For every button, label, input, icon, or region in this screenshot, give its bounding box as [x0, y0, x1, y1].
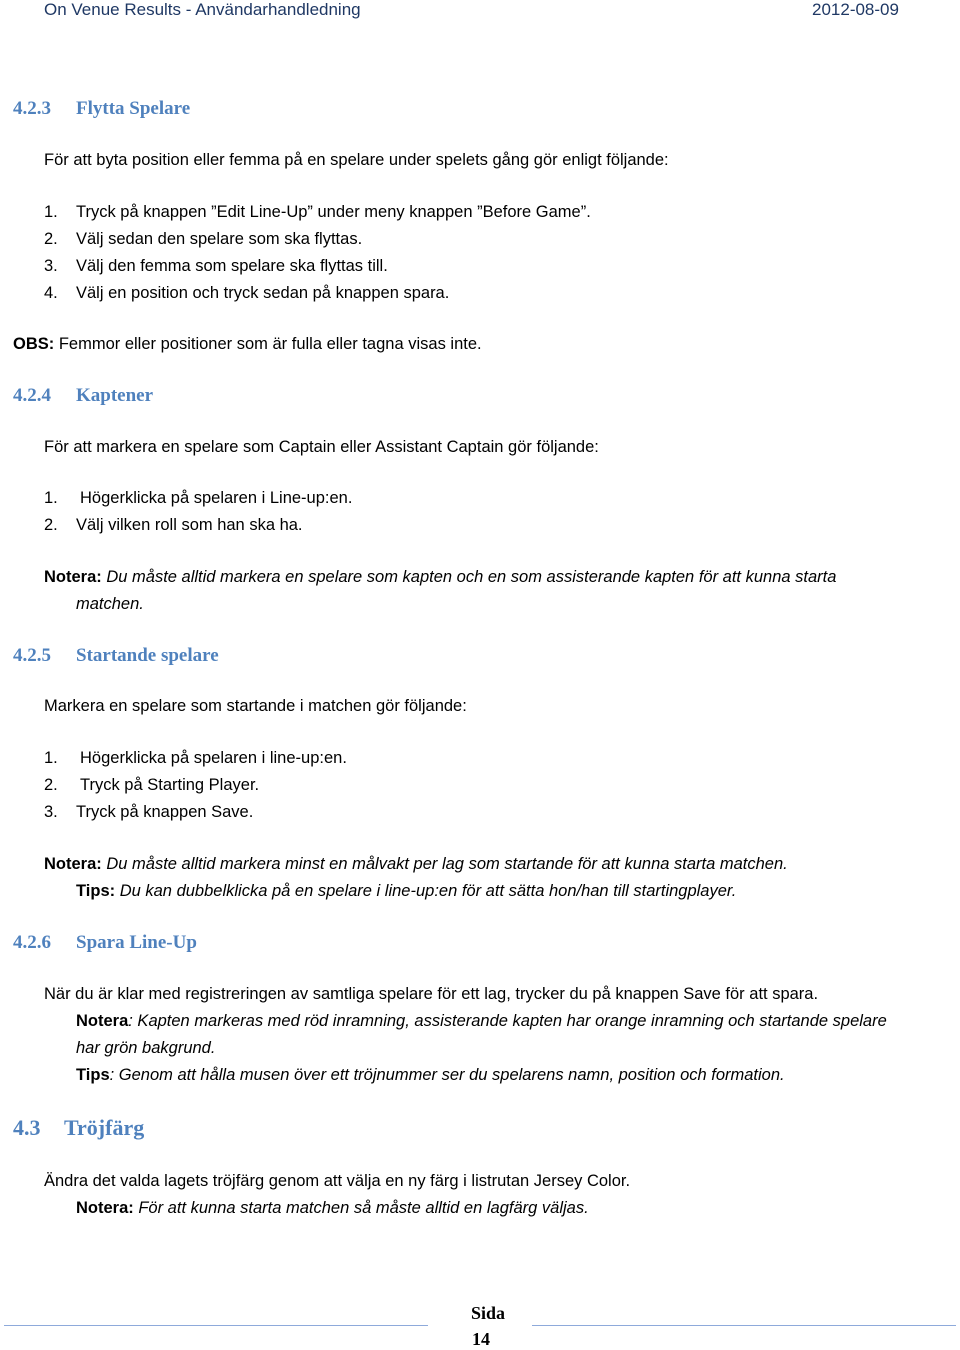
note-label: Notera:: [76, 1199, 134, 1217]
tips-text: Du kan dubbelklicka på en spelare i line-up:en för att sätta hon/han till startingplayer.: [115, 882, 737, 900]
list-item: Välj den femma som spelare ska flyttas till.: [76, 257, 388, 275]
note-text: Du måste alltid markera minst en målvakt per lag som startande för att kunna starta matchen.: [101, 855, 788, 873]
list-item-number: 1.: [44, 203, 58, 221]
tips-426: [76, 1065, 785, 1085]
intro-426: När du är klar med registreringen av samtliga spelare för ett lag, trycker du på knappen Save för att spara.: [44, 985, 819, 1003]
section-title-423: Flytta Spelare: [76, 98, 191, 119]
obs-note: [13, 334, 482, 354]
note-text: För att kunna starta matchen så måste alltid en lagfärg väljas.: [133, 1199, 589, 1217]
list-item: Välj vilken roll som han ska ha.: [76, 516, 303, 534]
section-title-424: Kaptener: [76, 385, 154, 406]
note-label: Notera: [76, 1012, 129, 1030]
list-item: Välj en position och tryck sedan på knappen spara.: [76, 284, 450, 302]
section-title-426: Spara Line-Up: [76, 932, 197, 953]
list-item-number: 2.: [44, 776, 58, 794]
intro-424: För att markera en spelare som Captain eller Assistant Captain gör följande:: [44, 438, 599, 456]
list-item-number: 1.: [44, 749, 58, 767]
list-item-number: 4.: [44, 284, 58, 302]
tips-label: Tips: [76, 1066, 110, 1084]
note-424-line1: [44, 567, 836, 587]
section-number-426: 4.2.6: [13, 932, 51, 953]
list-item-number: 2.: [44, 230, 58, 248]
list-item-number: 3.: [44, 257, 58, 275]
tips-425: [76, 881, 736, 901]
document-title: On Venue Results - Användarhandledning: [44, 0, 361, 19]
list-item-number: 2.: [44, 516, 58, 534]
list-item: Tryck på knappen ”Edit Line-Up” under meny knappen ”Before Game”.: [76, 203, 591, 221]
section-number-424: 4.2.4: [13, 385, 51, 406]
note-426-line1: [76, 1011, 887, 1031]
obs-text: Femmor eller positioner som är fulla eller tagna visas inte.: [54, 335, 482, 353]
list-item: Tryck på knappen Save.: [76, 803, 254, 821]
note-426-line2: har grön bakgrund.: [76, 1039, 216, 1057]
note-43: [76, 1198, 589, 1218]
note-424-line2: matchen.: [76, 595, 144, 613]
note-label: Notera:: [44, 855, 102, 873]
page-number: 14: [472, 1329, 490, 1349]
section-number-43: 4.3: [13, 1115, 41, 1140]
list-item-number: 3.: [44, 803, 58, 821]
document-date: 2012-08-09: [812, 0, 899, 19]
section-number-423: 4.2.3: [13, 98, 51, 119]
note-label: Notera:: [44, 568, 102, 586]
intro-423: För att byta position eller femma på en spelare under spelets gång gör enligt följande:: [44, 151, 669, 169]
obs-label: OBS:: [13, 335, 55, 353]
note-text: : Kapten markeras med röd inramning, assisterande kapten har orange inramning och startande spelare: [128, 1012, 887, 1030]
footer-rule-left: [4, 1325, 428, 1326]
list-item: Högerklicka på spelaren i Line-up:en.: [80, 489, 353, 507]
list-item: Välj sedan den spelare som ska flyttas.: [76, 230, 363, 248]
section-title-43: Tröjfärg: [64, 1115, 145, 1140]
tips-label: Tips:: [76, 882, 116, 900]
list-item: Högerklicka på spelaren i line-up:en.: [80, 749, 347, 767]
list-item: Tryck på Starting Player.: [80, 776, 260, 794]
list-item-number: 1.: [44, 489, 58, 507]
note-425: [44, 854, 788, 874]
section-number-425: 4.2.5: [13, 645, 51, 666]
footer-rule-right: [532, 1325, 956, 1326]
intro-43: Ändra det valda lagets tröjfärg genom att välja en ny färg i listrutan Jersey Color.: [44, 1172, 631, 1190]
intro-425: Markera en spelare som startande i matchen gör följande:: [44, 697, 467, 715]
tips-text: : Genom att hålla musen över ett tröjnummer ser du spelarens namn, position och formation.: [109, 1066, 785, 1084]
note-text: Du måste alltid markera en spelare som kapten och en som assisterande kapten för att kunna starta: [101, 568, 837, 586]
section-title-425: Startande spelare: [76, 645, 219, 666]
page-label: Sida: [470, 1303, 506, 1323]
